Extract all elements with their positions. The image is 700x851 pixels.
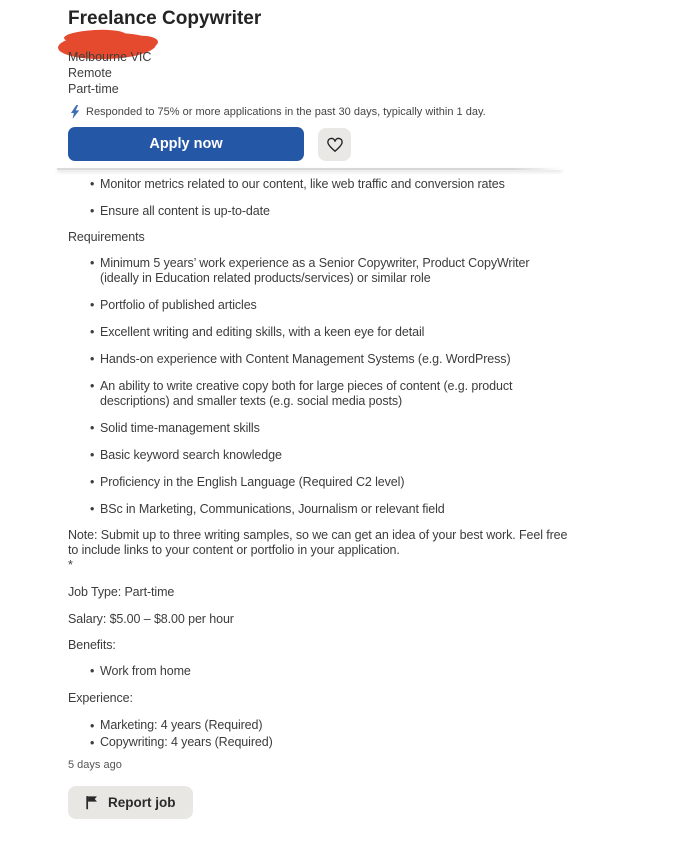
requirements-heading: Requirements bbox=[68, 230, 145, 244]
responsiveness-text: Responded to 75% or more applications in the past 30 days, typically within 1 day. bbox=[86, 106, 486, 118]
requirements-list bbox=[68, 256, 568, 529]
list-item: • An ability to write creative copy both for large pieces of content (e.g. product descriptions) and smaller texts (e.g. social media posts) bbox=[68, 379, 568, 409]
report-job-label: Report job bbox=[108, 795, 176, 810]
list-item: • Portfolio of published articles bbox=[68, 298, 568, 313]
job-type-line: Job Type: Part-time bbox=[68, 585, 175, 599]
apply-now-button[interactable]: Apply now bbox=[68, 127, 304, 161]
list-item: • Excellent writing and editing skills, with a keen eye for detail bbox=[68, 325, 568, 340]
experience-heading: Experience: bbox=[68, 691, 133, 705]
list-item: • Copywriting: 4 years (Required) bbox=[68, 734, 568, 751]
list-item: • Solid time-management skills bbox=[68, 421, 568, 436]
list-item: • Ensure all content is up-to-date bbox=[68, 204, 568, 219]
responsiveness-banner bbox=[69, 105, 486, 119]
job-employment-type: Part-time bbox=[68, 82, 119, 96]
salary-line: Salary: $5.00 – $8.00 per hour bbox=[68, 612, 234, 626]
intro-bullet-list bbox=[68, 177, 568, 231]
asterisk-line: * bbox=[68, 558, 73, 572]
list-item: • Minimum 5 years’ work experience as a Senior Copywriter, Product CopyWriter (ideally in Education related products/services) or similar role bbox=[68, 256, 568, 286]
list-item: • BSc in Marketing, Communications, Journalism or relevant field bbox=[68, 502, 568, 517]
heart-icon bbox=[326, 137, 344, 153]
header-shadow-divider bbox=[57, 168, 562, 170]
list-item: • Marketing: 4 years (Required) bbox=[68, 717, 568, 734]
posted-date: 5 days ago bbox=[68, 759, 122, 771]
benefits-heading: Benefits: bbox=[68, 638, 116, 652]
job-workplace: Remote bbox=[68, 66, 112, 80]
job-location: Melbourne VIC bbox=[68, 50, 152, 64]
save-job-button[interactable] bbox=[318, 128, 351, 161]
flag-icon bbox=[85, 795, 99, 810]
list-item: • Monitor metrics related to our content, like web traffic and conversion rates bbox=[68, 177, 568, 192]
list-item: • Proficiency in the English Language (Required C2 level) bbox=[68, 475, 568, 490]
note-paragraph: Note: Submit up to three writing samples, so we can get an idea of your best work. Feel free to include links to your content or portfolio in your application. bbox=[68, 528, 568, 557]
report-job-button[interactable] bbox=[68, 786, 193, 819]
job-meta bbox=[68, 49, 151, 97]
list-item: • Basic keyword search knowledge bbox=[68, 448, 568, 463]
lightning-bolt-icon bbox=[69, 105, 81, 119]
list-item: • Hands-on experience with Content Management Systems (e.g. WordPress) bbox=[68, 352, 568, 367]
page-title: Freelance Copywriter bbox=[68, 8, 262, 29]
benefits-list bbox=[68, 664, 568, 691]
experience-list bbox=[68, 717, 568, 751]
list-item: • Work from home bbox=[68, 664, 568, 679]
